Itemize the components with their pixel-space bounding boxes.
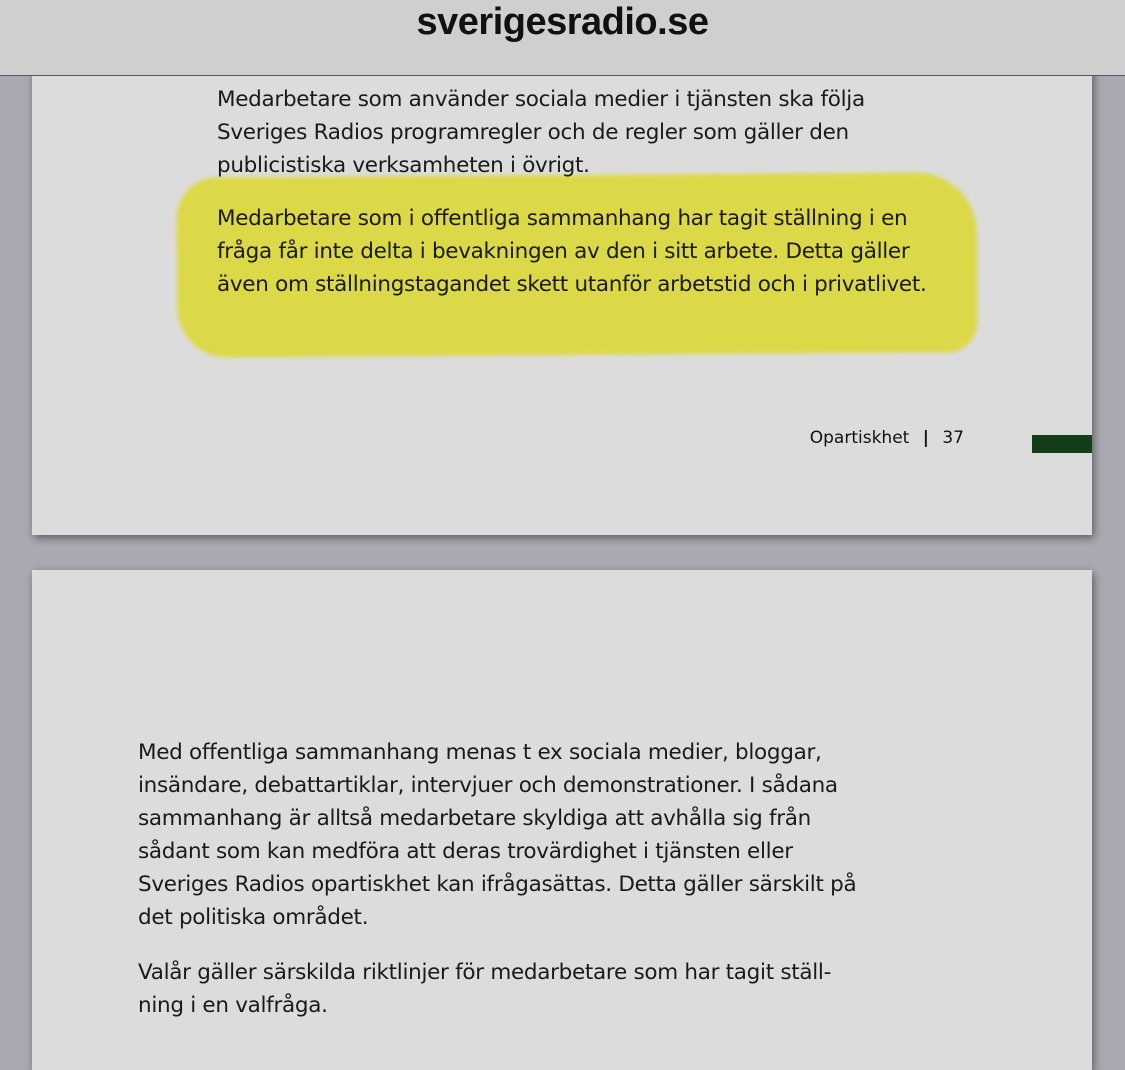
text-line: Med offentliga sammanhang menas t ex sociala medier, bloggar, [138, 740, 822, 765]
section-name: Opartiskhet [809, 428, 910, 448]
page-number: 37 [942, 428, 964, 448]
text-line: ning i en valfråga. [138, 993, 328, 1018]
text-line: Sveriges Radios programregler och de regler som gäller den [217, 120, 849, 145]
top-bar [0, 0, 1125, 76]
paragraph-social-media [217, 83, 865, 182]
text-line: det politiska området. [138, 905, 369, 930]
site-domain: sverigesradio.se [416, 1, 709, 43]
paragraph-public-contexts [138, 736, 856, 934]
text-line: sådant som kan medföra att deras trovärdighet i tjänsten eller [138, 839, 793, 864]
text-line: insändare, debattartiklar, intervjuer och demonstrationer. I sådana [138, 773, 838, 798]
text-line: Medarbetare som använder sociala medier i tjänsten ska följa [217, 87, 865, 112]
footer-separator: | [922, 428, 929, 448]
document-page-37 [32, 60, 1092, 535]
text-line: fråga får inte delta i bevakningen av den i sitt arbete. Detta gäller [217, 239, 910, 264]
text-line: publicistiska verksamheten i övrigt. [217, 153, 590, 178]
text-line: Valår gäller särskilda riktlinjer för medarbetare som har tagit ställ- [138, 960, 832, 985]
section-color-bar [1032, 435, 1092, 453]
text-line: även om ställningstagandet skett utanför arbetstid och i privatlivet. [217, 272, 927, 297]
text-line: Sveriges Radios opartiskhet kan ifrågasättas. Detta gäller särskilt på [138, 872, 857, 897]
text-line: sammanhang är alltså medarbetare skyldiga att avhålla sig från [138, 806, 811, 831]
text-line: Medarbetare som i offentliga sammanhang har tagit ställning i en [217, 206, 908, 231]
document-page-38 [32, 570, 1092, 1070]
page-footer [810, 428, 964, 448]
paragraph-highlighted [217, 202, 927, 301]
paragraph-election-year [138, 956, 831, 1022]
